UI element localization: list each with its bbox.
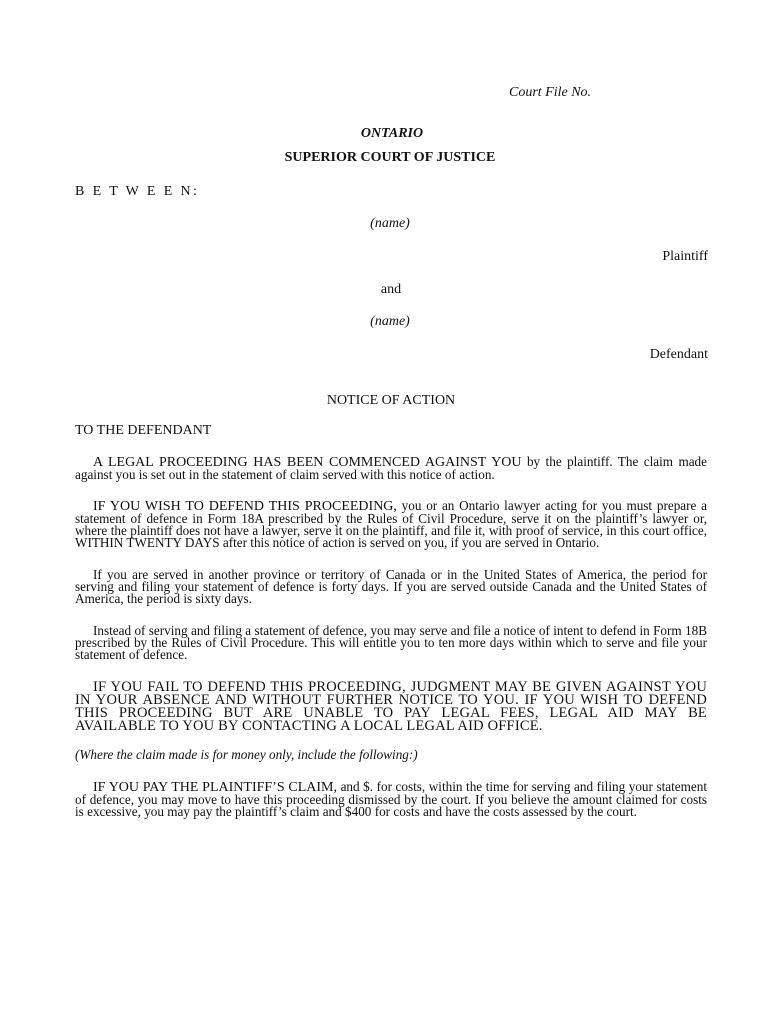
paragraph-service-period <box>75 569 707 605</box>
court-name-heading: SUPERIOR COURT OF JUSTICE <box>284 150 496 165</box>
paragraph-commenced <box>75 456 707 481</box>
paragraph-pay-claim <box>75 781 707 818</box>
paragraph-lead: A LEGAL PROCEEDING HAS BEEN COMMENCED AGAINST YOU <box>93 455 522 470</box>
paragraph-text: IF YOU FAIL TO DEFEND THIS PROCEEDING, JUDGMENT MAY BE GIVEN AGAINST YOU IN YOUR ABSENCE AND WITHOUT FURTHER NOTICE TO YOU. IF YOU WISH TO DEFEND THIS PROCEEDING BUT ARE UNABLE TO PAY LEGAL FEES, LEGAL AID MAY BE AVAILABLE TO YOU BY CONTACTING A LOCAL LEGAL AID OFFICE. <box>75 679 707 734</box>
paragraph-lead: IF YOU WISH TO DEFEND THIS PROCEEDING, <box>93 499 397 514</box>
defendant-label: Defendant <box>649 347 708 362</box>
court-file-number: Court File No. <box>509 85 592 100</box>
paragraph-lead: IF YOU PAY THE PLAINTIFF’S CLAIM, <box>93 780 338 795</box>
paragraph-text: If you are served in another province or territory of Canada or in the United States of America, the period for serving and filing your statement of defence is forty days. If you are served outside Canada and the United States of America, the period is sixty days. <box>75 567 707 606</box>
paragraph-text: Instead of serving and filing a statement of defence, you may serve and file a notice of intent to defend in Form 18B prescribed by the Rules of Civil Procedure. This will entitle you to ten more days within which to serve and file your statement of defence. <box>75 623 707 662</box>
province-heading: ONTARIO <box>360 126 424 141</box>
between-label: B E T W E E N: <box>75 184 200 199</box>
paragraph-text: you or an Ontario lawyer acting for you must prepare a statement of defence in Form 18A prescribed by the Rules of Civil Procedure, serve it on the plaintiff’s lawyer or, where the plaintiff does not have a lawyer, serve it on the plaintiff, and file it, with proof of service, in this court office, WITHIN TWENTY DAYS after this notice of action is served on you, if you are served in Ontario. <box>75 498 707 550</box>
plaintiff-name-placeholder: (name) <box>370 216 410 231</box>
paragraph-defend <box>75 500 707 549</box>
notice-title: NOTICE OF ACTION <box>326 393 456 408</box>
paragraph-intent-to-defend <box>75 625 707 661</box>
and-separator: and <box>380 282 402 297</box>
paragraph-failure-warning <box>75 681 707 733</box>
plaintiff-label: Plaintiff <box>662 249 708 264</box>
addressee: TO THE DEFENDANT <box>75 423 212 438</box>
paragraph-text: by the plaintiff. The claim made against you is set out in the statement of claim served with this notice of action. <box>75 454 708 482</box>
money-claim-instruction: (Where the claim made is for money only, include the following:) <box>75 747 418 762</box>
paragraph-text: and $. for costs, within the time for serving and filing your statement of defence, you may move to have this proceeding dismissed by the court. If you believe the amount claimed for costs is excessive, you may pay the plaintiff’s claim and $400 for costs and have the costs assessed by the court. <box>75 779 707 819</box>
defendant-name-placeholder: (name) <box>370 314 410 329</box>
